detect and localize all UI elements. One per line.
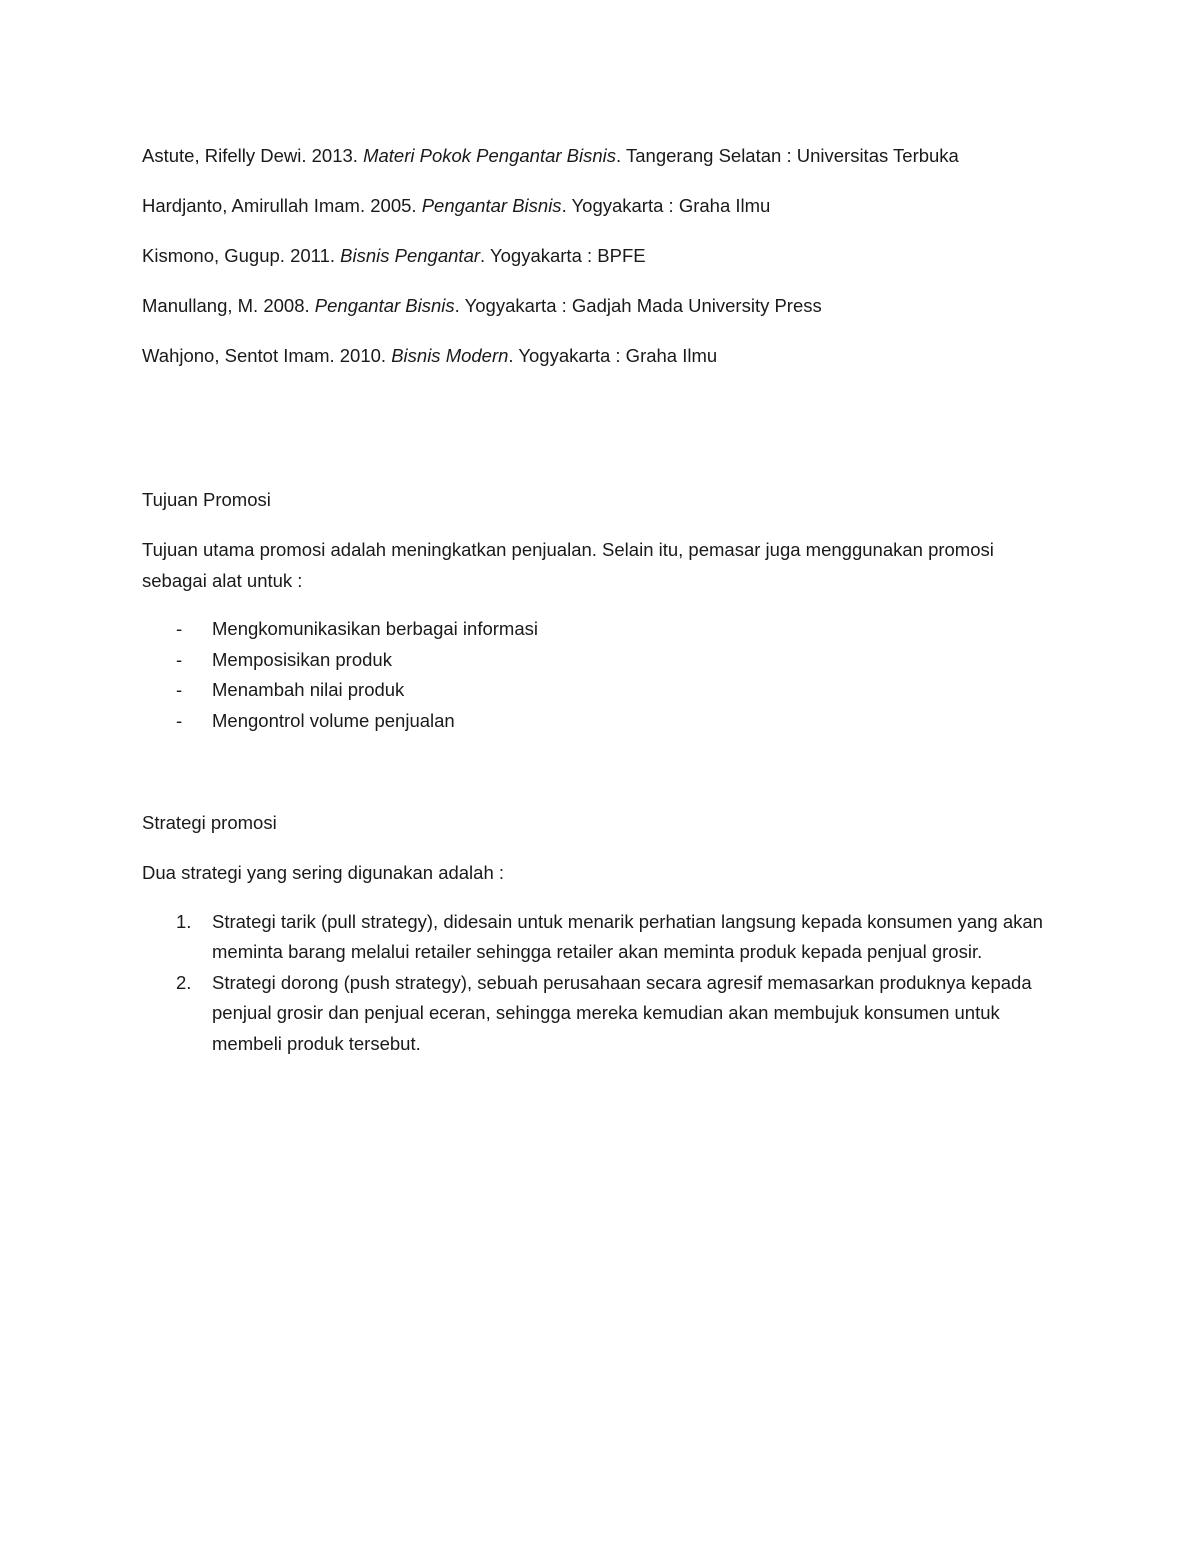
numbered-list-item <box>142 968 1062 1060</box>
list-item <box>142 645 1062 676</box>
list-item-text: Strategi dorong (push strategy), sebuah perusahaan secara agresif memasarkan produknya kepada penjual grosir dan penjual eceran, sehingga mereka kemudian akan membujuk konsumen untuk membeli produk tersebut. <box>212 971 1032 1054</box>
reference-title: Materi Pokok Pengantar Bisnis <box>363 145 617 166</box>
reference-publisher: . Yogyakarta : Graha Ilmu <box>561 195 771 216</box>
reference-entry <box>142 241 1062 272</box>
section-intro-paragraph: Tujuan utama promosi adalah meningkatkan penjualan. Selain itu, pemasar juga menggunakan promosi sebagai alat untuk : <box>142 539 994 591</box>
section-heading-strategi-promosi: Strategi promosi <box>142 812 277 833</box>
section-heading-tujuan-promosi: Tujuan Promosi <box>142 489 271 510</box>
section-intro-paragraph: Dua strategi yang sering digunakan adalah : <box>142 862 505 883</box>
list-item <box>142 706 1062 737</box>
reference-publisher: . Tangerang Selatan : Universitas Terbuka <box>616 145 959 166</box>
reference-list <box>142 141 1062 381</box>
document-body <box>142 141 1062 1059</box>
reference-entry <box>142 141 1062 172</box>
reference-entry <box>142 291 1062 322</box>
list-item <box>142 614 1062 645</box>
dash-bullet: - <box>176 648 183 670</box>
reference-entry <box>142 341 1062 372</box>
list-number: 2. <box>176 971 192 993</box>
reference-author-year: Astute, Rifelly Dewi. 2013. <box>142 145 364 166</box>
list-item-text: Mengkomunikasikan berbagai informasi <box>212 618 538 639</box>
reference-title: Pengantar Bisnis <box>421 195 562 216</box>
reference-title: Bisnis Pengantar <box>340 245 481 266</box>
reference-publisher: . Yogyakarta : BPFE <box>480 245 646 266</box>
reference-author-year: Hardjanto, Amirullah Imam. 2005. <box>142 195 422 216</box>
reference-publisher: . Yogyakarta : Graha Ilmu <box>508 345 718 366</box>
reference-publisher: . Yogyakarta : Gadjah Mada University Press <box>454 295 822 316</box>
dash-bullet: - <box>176 679 183 700</box>
reference-entry <box>142 191 1062 222</box>
strategy-list <box>142 907 1062 1060</box>
reference-author-year: Kismono, Gugup. 2011. <box>142 245 341 266</box>
dash-bullet: - <box>176 618 183 639</box>
list-item <box>142 675 1062 706</box>
dash-bullet: - <box>176 709 183 731</box>
list-item-text: Strategi tarik (pull strategy), didesain untuk menarik perhatian langsung kepada konsumen yang akan meminta barang melalui retailer sehingga retailer akan meminta produk kepada penjual grosir. <box>212 910 1043 962</box>
promotion-goals-list <box>142 614 1062 736</box>
reference-author-year: Manullang, M. 2008. <box>142 295 315 316</box>
numbered-list-item <box>142 907 1062 968</box>
list-item-text: Mengontrol volume penjualan <box>212 709 455 731</box>
list-item-text: Memposisikan produk <box>212 648 392 670</box>
list-item-text: Menambah nilai produk <box>212 679 405 700</box>
list-number: 1. <box>176 910 192 932</box>
reference-title: Bisnis Modern <box>391 345 509 366</box>
reference-author-year: Wahjono, Sentot Imam. 2010. <box>142 345 392 366</box>
reference-title: Pengantar Bisnis <box>314 295 455 316</box>
